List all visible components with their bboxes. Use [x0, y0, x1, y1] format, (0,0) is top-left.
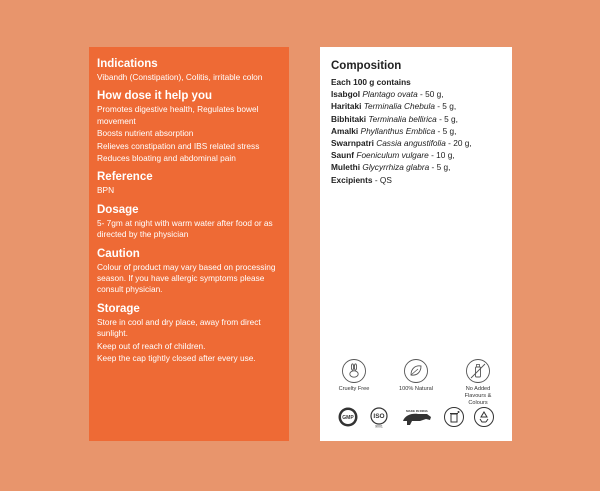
ingredient-line: Mulethi Glycyrrhiza glabra - 5 g,	[331, 162, 451, 173]
svg-text:9001: 9001	[375, 424, 383, 428]
section-text: Boosts nutrient absorption	[97, 128, 194, 139]
svg-text:MAKE IN INDIA: MAKE IN INDIA	[406, 409, 428, 413]
section-text: Promotes digestive health, Regulates bowel movement	[97, 104, 259, 126]
section-title: How dose it help you	[97, 90, 213, 103]
cruelty-free-badge	[333, 358, 375, 407]
certification-marks	[320, 406, 512, 428]
dosage-section	[97, 203, 281, 241]
make-in-india-logo	[400, 407, 434, 427]
badge-label: 100% Natural	[399, 386, 433, 392]
composition-subtitle: Each 100 g contains	[331, 77, 411, 87]
rabbit-icon	[341, 358, 367, 384]
bottle-icon	[465, 358, 491, 384]
gmp-certified-logo	[338, 407, 358, 427]
ingredient-line: Excipients - QS	[331, 174, 392, 185]
usage-info-panel	[89, 47, 289, 441]
leaf-icon	[403, 358, 429, 384]
section-title: Indications	[97, 58, 158, 70]
section-title: Reference	[97, 171, 153, 184]
section-title: Storage	[97, 302, 140, 315]
ingredient-line: Isabgol Plantago ovata - 50 g,	[331, 89, 444, 100]
ingredient-line: Haritaki Terminalia Chebula - 5 g,	[331, 101, 457, 112]
caution-section	[97, 247, 281, 296]
storage-section	[97, 302, 281, 365]
section-text: BPN	[97, 185, 115, 196]
no-additives-badge	[457, 358, 499, 407]
composition-title: Composition	[331, 60, 402, 72]
dispose-responsibly-icon	[444, 407, 464, 427]
recycle-icon	[474, 407, 494, 427]
section-title: Caution	[97, 247, 140, 260]
section-text: Keep the cap tightly closed after every use.	[97, 353, 256, 364]
section-text: 5- 7gm at night with warm water after food or as directed by the physician	[97, 217, 273, 240]
natural-badge	[395, 358, 437, 407]
benefits-section	[97, 89, 281, 164]
reference-section	[97, 170, 281, 196]
svg-text:GMP: GMP	[342, 415, 354, 421]
section-text: Keep out of reach of children.	[97, 340, 206, 351]
badge-label: Cruelty Free	[338, 386, 370, 392]
ingredient-line: Amalki Phyllanthus Emblica - 5 g,	[331, 125, 457, 136]
section-text: Colour of product may vary based on processing season. If you have allergic symptoms please consult physician.	[97, 261, 276, 295]
product-badges	[320, 358, 512, 407]
svg-text:ISO: ISO	[373, 413, 385, 420]
indications-section	[97, 57, 281, 83]
ingredient-line: Bibhitaki Terminalia bellirica - 5 g,	[331, 113, 458, 124]
composition-panel	[320, 47, 512, 441]
section-text: Store in cool and dry place, away from direct sunlight.	[97, 316, 261, 339]
section-text: Relieves constipation and IBS related stress	[97, 140, 260, 151]
ingredient-line: Saunf Foeniculum vulgare - 10 g,	[331, 150, 455, 161]
section-title: Dosage	[97, 203, 139, 216]
ingredient-line: Swarnpatri Cassia angustifolia - 20 g,	[331, 138, 472, 149]
section-text: Vibandh (Constipation), Colitis, irritable colon	[97, 72, 263, 82]
badge-label: No Added Flavours & Colours	[464, 386, 492, 406]
iso-certified-logo	[368, 406, 390, 428]
section-text: Reduces bloating and abdominal pain	[97, 153, 236, 164]
